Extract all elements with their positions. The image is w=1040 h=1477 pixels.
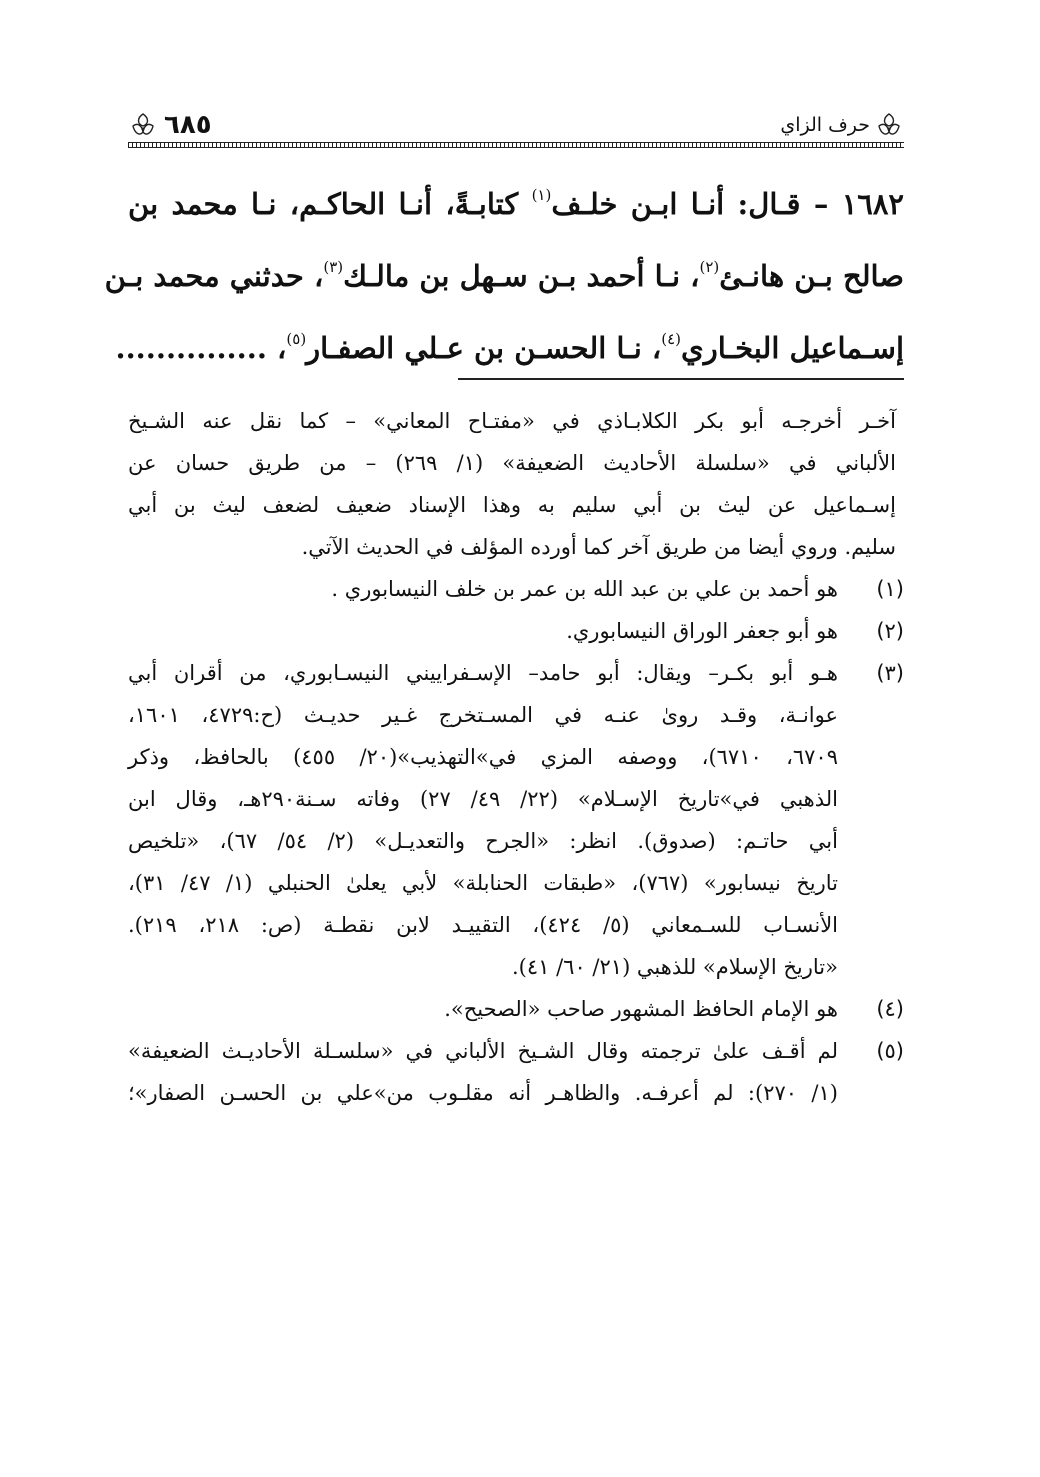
footnote-5 [128,1030,904,1114]
note-line: إسـماعيل عن ليث بن أبي سليم به وهذا الإسناد ضعيف لضعف ليث بن أبي [128,493,896,517]
footnote-number: (٢) [876,619,904,643]
footnote-number: (٥) [876,1039,904,1063]
page-number: ٦٨٥ [164,110,212,140]
footnote-4 [128,988,904,1030]
note-line: لم أقـف علىٰ ترجمته وقال الشـيخ الألباني في «سلسـلة الأحاديـث الضعيفة» [128,1039,838,1063]
note-line: آخـر أخرجـه أبو بكر الكلابـاذي في «مفتـاح المعاني» – كما نقل عنه الشـيخ [128,409,896,433]
note-line: تاريخ نيسابور» (٧٦٧)، «طبقات الحنابلة» لأبي يعلىٰ الحنبلي (١/ ٤٧/ ٣١)، [128,871,838,895]
footnote-marker: (٣) [323,258,344,276]
main-text-line: إسـماعيل البخـاري$^{(٤)}$، نـا الحسـن بن عـلي الصفـار$^{(٥)}$، ............... [115,330,904,365]
section-title: حرف الزاي [780,114,870,136]
note-line: هو الإمام الحافظ المشهور صاحب «الصحيح». [444,997,838,1021]
running-header [128,110,904,140]
main-text [104,168,905,384]
main-text-line: ١٦٨٢ – قـال: أنـا ابـن خلـف$^{(١)}$ كتابـةً، أنـا الحاكـم، نـا محمد بن [128,186,905,221]
note-line: عوانـة، وقـد روىٰ عنـه في المسـتخرج غـير حديـث (ح:٤٧٢٩، ١٦٠١، [128,703,839,727]
main-text-line: صالح بـن هانـئ$^{(٢)}$، نـا أحمد بـن سـهل بن مالـك$^{(٣)}$، حدثني محمد بـن [104,258,904,293]
footnote-number: (١) [876,577,904,601]
note-line: سليم. وروي أيضا من طريق آخر كما أورده المؤلف في الحديث الآتي. [301,535,896,559]
footnotes [128,400,904,1114]
carried-over-note [128,400,904,568]
note-line: ٦٧٠٩، ٦٧١٠)، ووصفه المزي في»التهذيب»(٢٠/ ٤٥٥) بالحافظ، وذكر [128,745,838,769]
floral-ornament-icon [876,112,902,138]
footnote-marker: (٤) [661,330,682,348]
note-line: هو أبو جعفر الوراق النيسابوري. [566,619,838,643]
note-line: أبي حاتـم: (صدوق). انظر: «الجرح والتعديـل» (٢/ ٥٤/ ٦٧)، «تلخيص [128,829,838,853]
footnote-1 [128,568,904,610]
note-line: الألباني في «سلسلة الأحاديث الضعيفة» (١/ ٢٦٩) – من طريق حسان عن [128,451,896,475]
footnote-number: (٤) [876,997,904,1021]
footnote-marker: (٥) [286,330,307,348]
note-line: الذهبي في»تاريخ الإسـلام» (٢٢/ ٤٩/ ٢٧) وفاته سـنة٢٩٠هـ، وقال ابن [128,787,838,811]
note-line: هو أحمد بن علي بن عبد الله بن عمر بن خلف النيسابوري . [331,577,838,601]
footnote-number: (٣) [876,661,904,685]
floral-ornament-icon [130,112,156,138]
header-divider [128,142,904,148]
note-line: «تاريخ الإسلام» للذهبي (٢١/ ٦٠/ ٤١). [511,955,838,979]
footnote-marker: (٢) [699,258,720,276]
footnote-marker: (١) [531,186,552,204]
footnote-2 [128,610,904,652]
note-line: (١/ ٢٧٠): لم أعرفـه. والظاهـر أنه مقلـوب من»علي بن الحسـن الصفار»؛ [128,1081,838,1105]
note-line: هـو أبو بكـر– ويقال: أبو حامد– الإسـفراييني النيسـابوري، من أقران أبي [128,661,838,685]
footnote-3 [128,652,904,988]
note-line: الأنسـاب للسـمعاني (٥/ ٤٢٤)، التقييـد لابن نقطـة (ص: ٢١٨، ٢١٩). [128,913,839,937]
footnote-divider [458,378,904,380]
